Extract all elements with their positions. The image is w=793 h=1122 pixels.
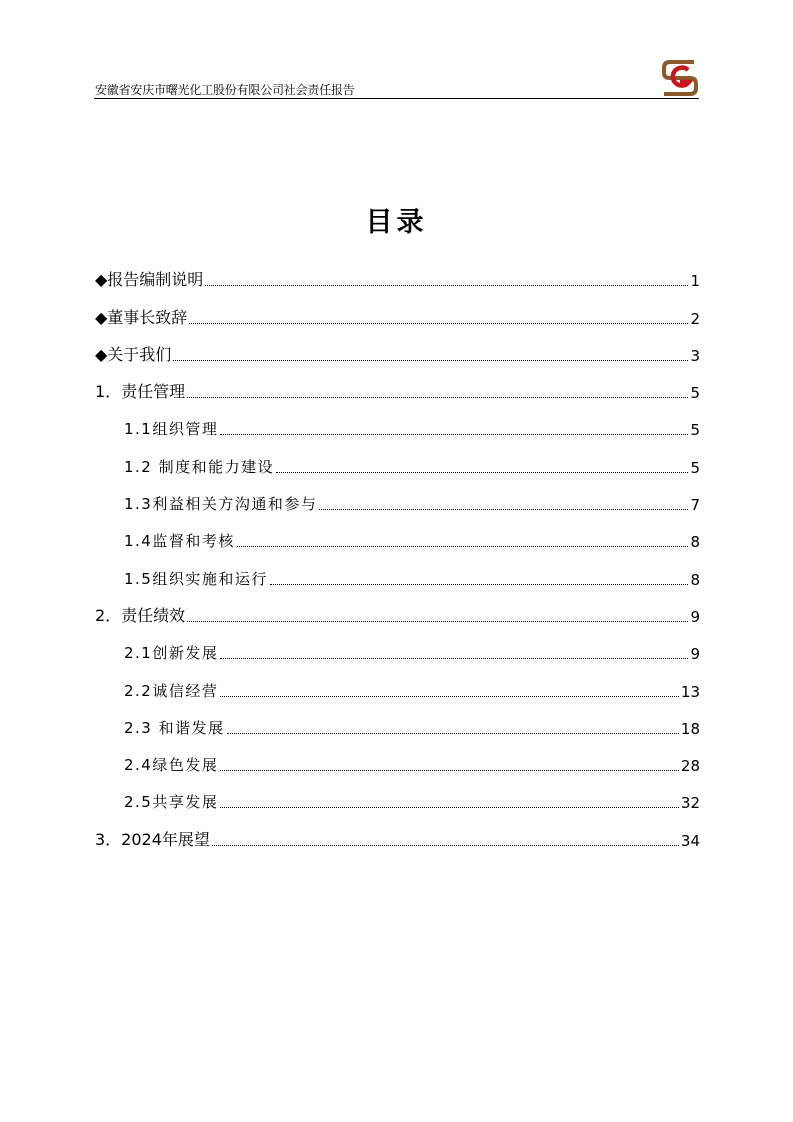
toc-entry-page-number: 5 [690, 421, 700, 440]
toc-entry-page-number: 34 [680, 831, 700, 850]
toc-entry[interactable] [95, 818, 700, 855]
toc-entry-label: 1.1组织管理 [124, 420, 219, 439]
toc-entry-page-number: 8 [690, 570, 700, 589]
toc-entry-page-number: 5 [690, 384, 700, 403]
toc-entry-page-number: 5 [690, 458, 700, 477]
toc-entry-page-number: 7 [690, 496, 700, 515]
toc-dot-leader [205, 285, 688, 286]
toc-entry-page-number: 9 [690, 607, 700, 626]
toc-entry[interactable] [95, 371, 700, 408]
header-divider [94, 98, 699, 99]
company-logo-icon [660, 56, 700, 96]
toc-entry[interactable] [95, 781, 700, 818]
toc-entry-page-number: 18 [680, 719, 700, 738]
toc-entry-label: ◆报告编制说明 [95, 270, 204, 290]
toc-entry[interactable] [95, 445, 700, 482]
toc-dot-leader [173, 360, 688, 361]
toc-entry[interactable] [95, 632, 700, 669]
toc-entry-page-number: 32 [680, 794, 700, 813]
toc-dot-leader [220, 770, 679, 771]
toc-dot-leader [220, 807, 679, 808]
toc-entry-label: 1.3利益相关方沟通和参与 [124, 495, 318, 514]
toc-entry-label: ◆董事长致辞 [95, 307, 188, 327]
toc-entry-label: ◆关于我们 [95, 344, 172, 364]
toc-entry-label: 2.3 和谐发展 [124, 718, 225, 737]
toc-entry[interactable] [95, 669, 700, 706]
toc-entry-label: 2．责任绩效 [95, 605, 186, 625]
toc-dot-leader [220, 434, 688, 435]
toc-entry-label: 1．责任管理 [95, 382, 186, 402]
toc-dot-leader [220, 658, 688, 659]
table-of-contents [95, 259, 700, 856]
toc-dot-leader [319, 509, 688, 510]
toc-dot-leader [237, 546, 689, 547]
toc-entry-label: 2.5共享发展 [124, 793, 219, 812]
toc-entry-page-number: 13 [680, 682, 700, 701]
toc-entry[interactable] [95, 557, 700, 594]
toc-entry[interactable] [95, 259, 700, 296]
toc-entry-label: 1.4监督和考核 [124, 532, 235, 551]
toc-entry[interactable] [95, 595, 700, 632]
toc-entry-page-number: 9 [690, 645, 700, 664]
toc-entry-page-number: 28 [680, 757, 700, 776]
toc-entry[interactable] [95, 483, 700, 520]
toc-entry[interactable] [95, 707, 700, 744]
toc-dot-leader [270, 584, 689, 585]
toc-entry-page-number: 2 [690, 309, 700, 328]
toc-entry[interactable] [95, 296, 700, 333]
toc-dot-leader [187, 397, 688, 398]
toc-entry-page-number: 8 [690, 533, 700, 552]
toc-entry-label: 2.1创新发展 [124, 644, 219, 663]
toc-entry[interactable] [95, 408, 700, 445]
report-header-title: 安徽省安庆市曙光化工股份有限公司社会责任报告 [95, 83, 355, 97]
toc-entry-label: 3．2024年展望 [95, 829, 210, 849]
toc-entry-label: 1.2 制度和能力建设 [124, 457, 275, 476]
toc-dot-leader [220, 696, 679, 697]
toc-entry-label: 1.5组织实施和运行 [124, 569, 268, 588]
toc-dot-leader [212, 845, 679, 846]
toc-heading: 目录 [365, 207, 428, 238]
toc-dot-leader [189, 323, 688, 324]
toc-entry-label: 2.2诚信经营 [124, 681, 219, 700]
toc-dot-leader [227, 733, 679, 734]
toc-entry-page-number: 3 [690, 346, 700, 365]
toc-entry[interactable] [95, 520, 700, 557]
toc-entry[interactable] [95, 744, 700, 781]
toc-entry[interactable] [95, 334, 700, 371]
toc-entry-page-number: 1 [690, 272, 700, 291]
toc-dot-leader [187, 621, 688, 622]
toc-entry-label: 2.4绿色发展 [124, 756, 219, 775]
toc-dot-leader [276, 472, 688, 473]
